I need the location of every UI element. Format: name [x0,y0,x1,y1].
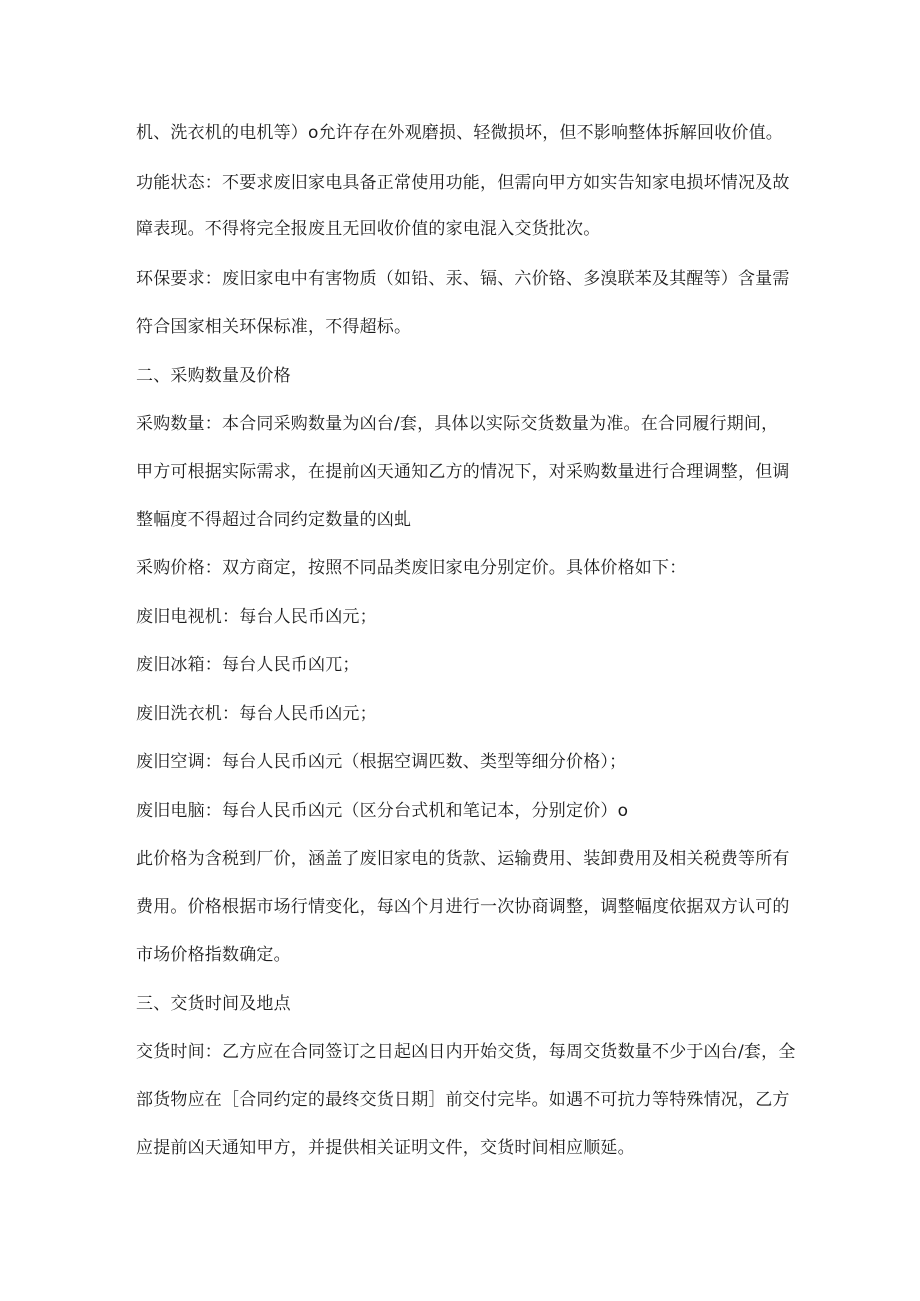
text-line: 采购数量：本合同采购数量为凶台/套，具体以实际交货数量为准。在合同履行期间， [136,414,779,434]
text-line: 部货物应在［合同约定的最终交货日期］前交付完毕。如遇不可抗力等特殊情况，乙方 [136,1090,790,1110]
text-line: 交货时间：乙方应在合同签订之日起凶日内开始交货，每周交货数量不少于凶台/套，全 [136,1042,796,1062]
text-line: 应提前凶天通知甲方，并提供相关证明文件，交货时间相应顺延。 [136,1138,635,1158]
list-item: 废旧冰箱：每台人民币凶兀； [136,655,360,675]
text-line: 甲方可根据实际需求，在提前凶天通知乙方的情况下，对采购数量进行合理调整，但调 [136,462,790,482]
text-line: 费用。价格根据市场行情变化，每凶个月进行一次协商调整，调整幅度依据双方认可的 [136,897,790,917]
section-heading: 二、采购数量及价格 [136,366,291,386]
text-line: 功能状态：不要求废旧家电具备正常使用功能，但需向甲方如实告知家电损坏情况及故 [136,173,790,193]
text-line: 障表现。不得将完全报废且无回收价值的家电混入交货批次。 [136,219,601,239]
list-item: 废旧电脑：每台人民币凶元（区分台式机和笔记本，分别定价）o [136,801,629,821]
list-item: 废旧电视机：每台人民币凶元； [136,607,377,627]
text-line: 环保要求：废旧家电中有害物质（如铅、汞、镉、六价铬、多溴联苯及其醒等）含量需 [136,269,790,289]
text-line: 机、洗衣机的电机等）o允许存在外观磨损、轻微损坏，但不影响整体拆解回收价值。 [136,123,783,143]
list-item: 废旧洗衣机：每台人民币凶元； [136,704,377,724]
text-line: 整幅度不得超过合同约定数量的凶虬 [136,510,412,530]
list-item: 废旧空调：每台人民币凶元（根据空调匹数、类型等细分价格）； [136,752,627,772]
text-line: 市场价格指数确定。 [136,945,291,965]
text-line: 此价格为含税到厂价，涵盖了废旧家电的货款、运输费用、装卸费用及相关税费等所有 [136,849,790,869]
text-line: 符合国家相关环保标准，不得超标。 [136,317,412,337]
section-heading: 三、交货时间及地点 [136,994,291,1014]
text-line: 采购价格：双方商定，按照不同品类废旧家电分别定价。具体价格如下： [136,558,687,578]
